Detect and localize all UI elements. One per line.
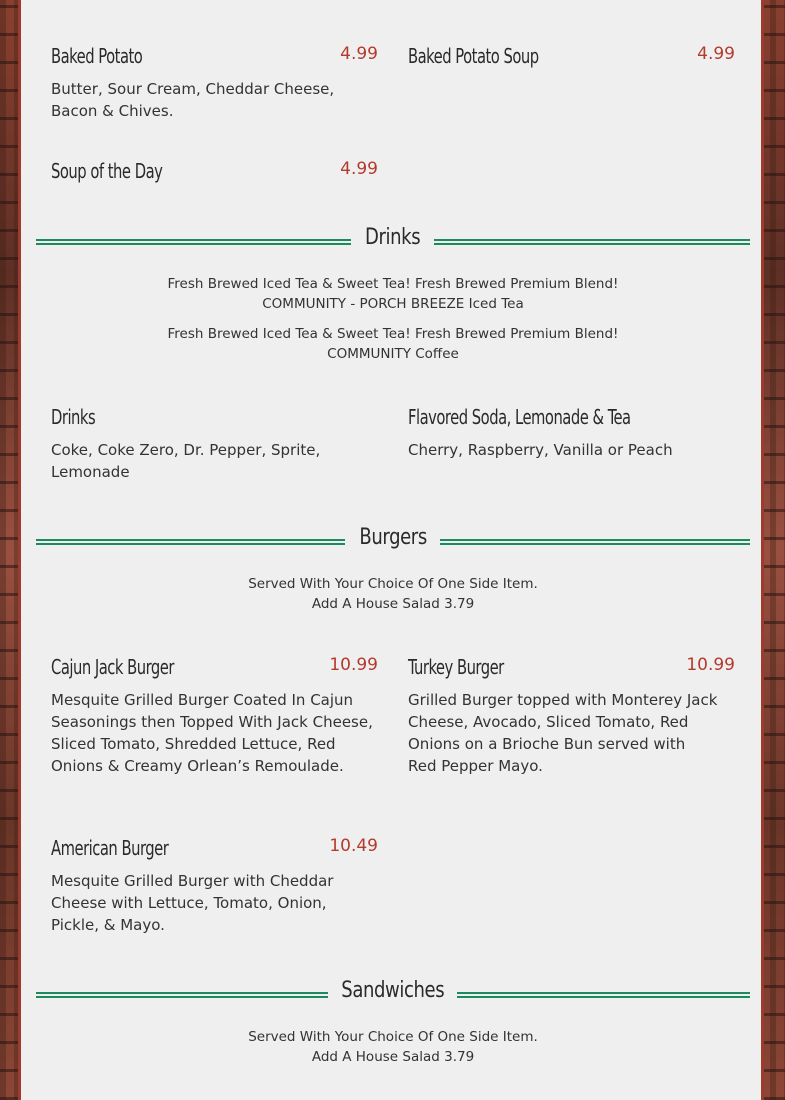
item-name: Cajun Jack Burger (51, 655, 174, 679)
section-title: Sandwiches (341, 978, 445, 1003)
menu-item-soup-of-the-day[interactable] (51, 159, 378, 189)
item-price: 10.49 (329, 836, 378, 856)
note-line: Served With Your Choice Of One Side Item. (248, 576, 538, 592)
note-line: Add A House Salad 3.79 (311, 596, 475, 612)
drinks-note-coffee (36, 324, 750, 364)
item-name: American Burger (51, 836, 169, 860)
item-name: Flavored Soda, Lemonade & Tea (408, 405, 631, 429)
section-header-burgers (36, 525, 750, 559)
sandwiches-note (36, 1027, 750, 1067)
item-price: 10.99 (329, 655, 378, 675)
note-line: COMMUNITY Coffee (327, 346, 459, 362)
item-price: 4.99 (697, 44, 735, 64)
item-name: Soup of the Day (51, 159, 163, 183)
item-name: Baked Potato (51, 44, 143, 68)
item-description: Coke, Coke Zero, Dr. Pepper, Sprite, Lemonade (51, 441, 321, 481)
item-description: Grilled Burger topped with Monterey Jack Cheese, Avocado, Sliced Tomato, Red Onions on a Brioche Bun served with Red Pepper Mayo. (408, 691, 718, 775)
menu-item-turkey-burger[interactable] (408, 655, 735, 785)
note-line: Served With Your Choice Of One Side Item. (248, 1029, 538, 1045)
item-price: 4.99 (340, 159, 378, 179)
item-description: Cherry, Raspberry, Vanilla or Peach (408, 441, 673, 459)
item-price: 4.99 (340, 44, 378, 64)
item-price: 10.99 (686, 655, 735, 675)
menu-item-american-burger[interactable] (51, 836, 378, 936)
menu-item-cajun-jack-burger[interactable] (51, 655, 378, 805)
section-header-sandwiches (36, 978, 750, 1012)
burgers-note (36, 574, 750, 614)
section-header-drinks (36, 225, 750, 259)
item-name: Turkey Burger (408, 655, 504, 679)
menu-item-baked-potato-soup[interactable] (408, 44, 735, 74)
section-title: Drinks (365, 225, 421, 250)
item-description: Mesquite Grilled Burger with Cheddar Cheese with Lettuce, Tomato, Onion, Pickle, & Mayo. (51, 872, 334, 934)
note-line: Fresh Brewed Iced Tea & Sweet Tea! Fresh Brewed Premium Blend! (167, 276, 619, 292)
item-description: Butter, Sour Cream, Cheddar Cheese, Bacon & Chives. (51, 80, 335, 120)
menu-item-flavored-soda[interactable] (408, 405, 735, 465)
menu-item-drinks[interactable] (51, 405, 378, 485)
item-name: Baked Potato Soup (408, 44, 539, 68)
item-name: Drinks (51, 405, 96, 429)
item-description: Mesquite Grilled Burger Coated In Cajun Seasonings then Topped With Jack Cheese, Sliced Tomato, Shredded Lettuce, Red Onions & Creamy Orlean’s Remoulade. (51, 691, 373, 775)
note-line: COMMUNITY - PORCH BREEZE Iced Tea (262, 296, 524, 312)
note-line: Fresh Brewed Iced Tea & Sweet Tea! Fresh Brewed Premium Blend! (167, 326, 619, 342)
menu-item-baked-potato[interactable] (51, 44, 378, 124)
drinks-note-tea (36, 274, 750, 314)
note-line: Add A House Salad 3.79 (311, 1049, 475, 1065)
section-title: Burgers (359, 525, 427, 550)
